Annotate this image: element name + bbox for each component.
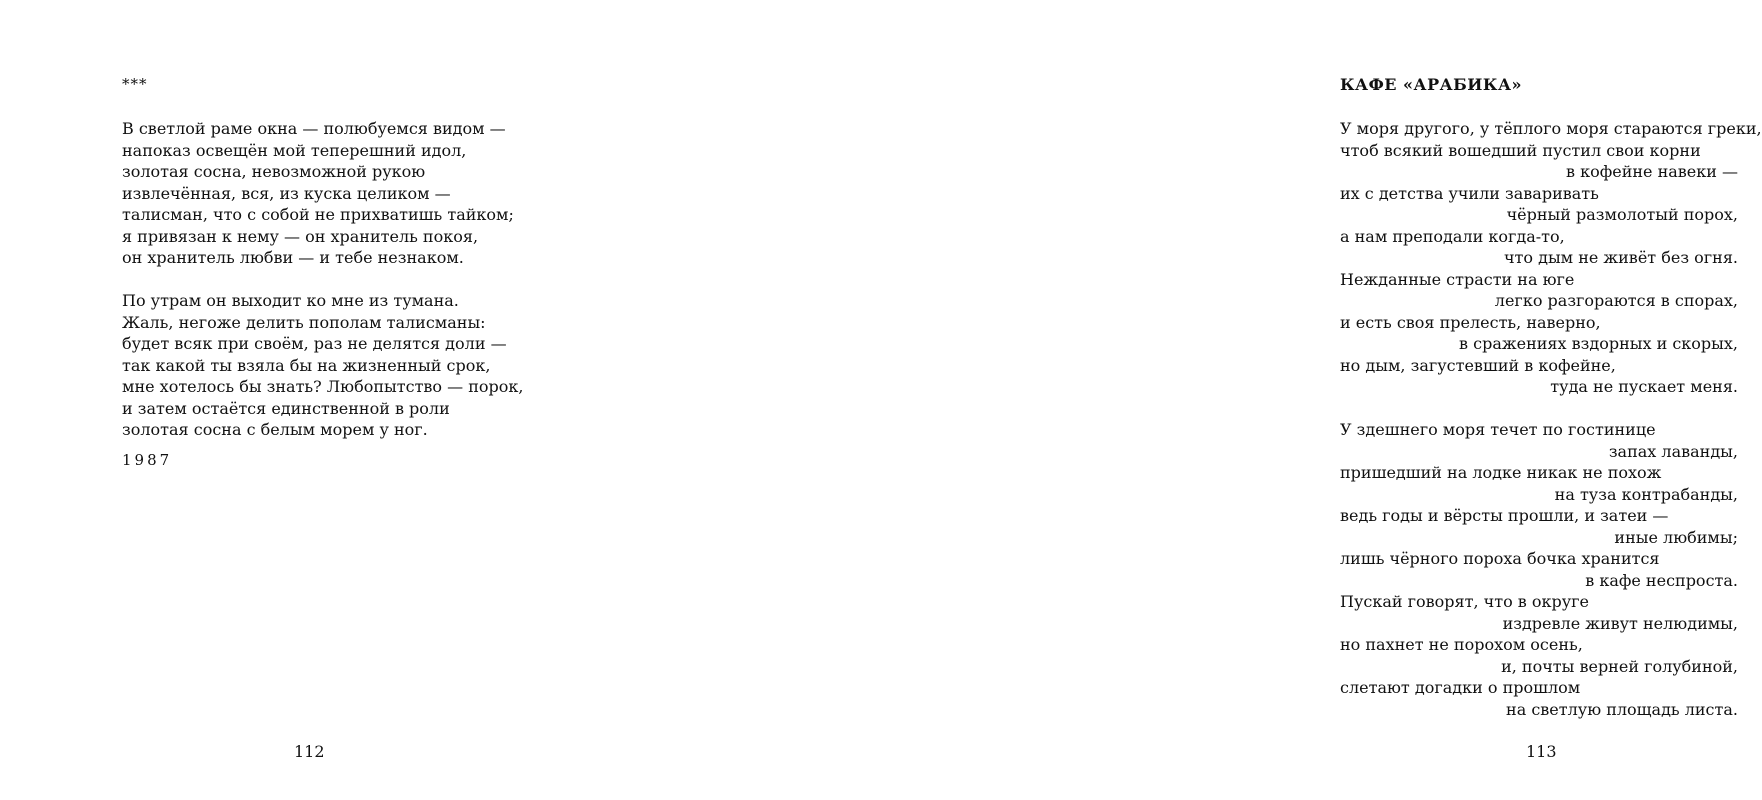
poem-line: слетают догадки о прошлом [1340,678,1581,697]
poem-line: У моря другого, у тёплого моря стараются греки, [1340,119,1762,138]
section-ornament: *** [122,75,148,93]
poem-line: лишь чёрного пороха бочка хранится [1340,549,1660,568]
poem-line-indented: запах лаванды, [1608,441,1738,461]
poem-line: извлечённая, вся, из куска целиком — [122,183,451,203]
poem-line: золотая сосна, невозможной рукою [122,162,426,181]
poem-line: Нежданные страсти на юге [1340,269,1575,289]
poem-line: талисман, что с собой не прихватишь тайком; [122,205,514,224]
poem-title: КАФЕ «АРАБИКА» [1340,75,1522,94]
poem-line-indented: иные любимы; [1614,527,1738,547]
poem-line: будет всяк при своём, раз не делятся доли — [122,334,507,353]
poem-line: так какой ты взяла бы на жизненный срок, [122,355,491,375]
stanza-2 [1340,419,1738,720]
poem-line: мне хотелось бы знать? Любопытство — порок, [122,377,524,396]
poem-line-indented: что дым не живёт без огня. [1503,248,1738,267]
poem-line: их с детства учили заваривать [1340,183,1599,203]
poem-line: а нам преподали когда-то, [1340,226,1565,246]
poem-line: чтоб всякий вошедший пустил свои корни [1340,140,1701,160]
poem-line: Жаль, негоже делить пополам талисманы: [122,312,486,332]
poem-line: У здешнего моря течет по гостинице [1340,420,1656,439]
poem-line-indented: на туза контрабанды, [1554,484,1738,504]
right-page [615,0,1762,800]
right-poem [1340,73,1762,720]
poem-line-indented: в кафе неспроста. [1585,570,1738,590]
poem-line: но пахнет не порохом осень, [1340,635,1583,654]
poem-line-indented: чёрный размолотый порох, [1506,205,1738,224]
poem-line-indented: на светлую площадь листа. [1506,699,1738,719]
poem-line: ведь годы и вёрсты прошли, и затеи — [1340,506,1669,525]
poem-year: 1987 [122,450,173,469]
poem-line: он хранитель любви — и тебе незнаком. [122,248,464,267]
poem-line-indented: туда не пускает меня. [1550,377,1738,396]
poem-line: пришедший на лодке никак не похож [1340,463,1662,482]
page-number: 112 [294,742,325,761]
poem-line: но дым, загустевший в кофейне, [1340,355,1616,375]
poem-line-indented: в кофейне навеки — [1565,162,1738,181]
stanza-1 [122,118,522,269]
poem-line: напоказ освещён мой теперешний идол, [122,140,467,160]
stanza-2 [122,290,522,441]
poem-line: я привязан к нему — он хранитель покоя, [122,226,479,246]
poem-line: По утрам он выходит ко мне из тумана. [122,291,459,310]
left-page [0,0,615,800]
poem-line-indented: и, почты верней голубиной, [1501,656,1738,676]
poem-line-indented: легко разгораются в спорах, [1494,291,1738,310]
poem-line: и есть своя прелесть, наверно, [1340,312,1601,332]
poem-line-indented: в сражениях вздорных и скорых, [1459,334,1738,353]
poem-line: Пускай говорят, что в округе [1340,592,1590,611]
poem-line: В светлой раме окна — полюбуемся видом — [122,119,506,138]
stanza-1 [1340,118,1762,398]
left-poem [122,73,522,471]
poem-line: золотая сосна с белым морем у ног. [122,420,428,439]
poem-line: и затем остаётся единственной в роли [122,398,450,418]
poem-line-indented: издревле живут нелюдимы, [1502,613,1738,633]
page-number: 113 [1526,742,1557,761]
